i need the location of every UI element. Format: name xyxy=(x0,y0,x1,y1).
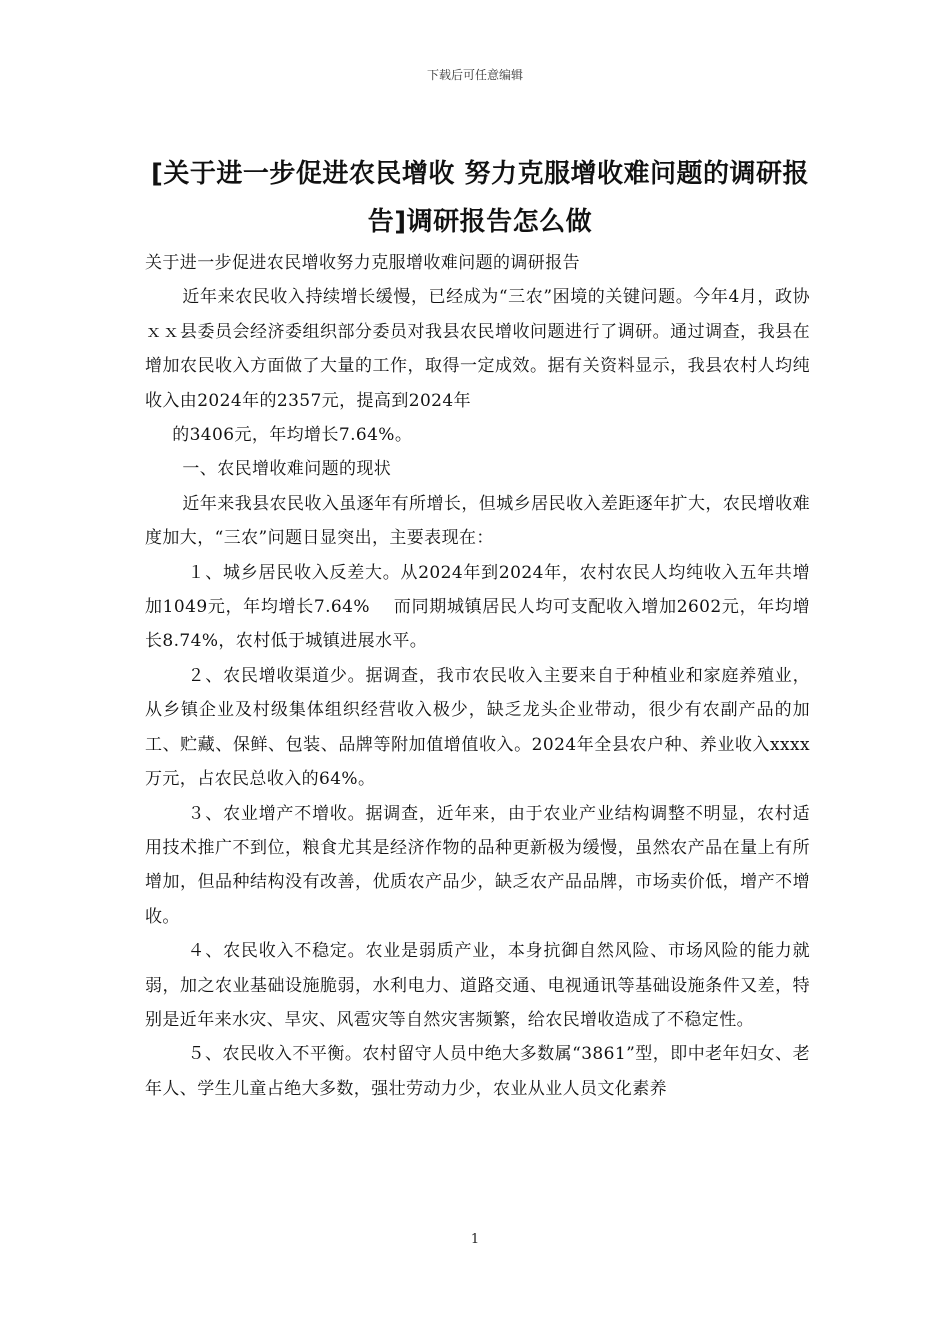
document-subtitle: 关于进一步促进农民增收努力克服增收难问题的调研报告 xyxy=(145,253,580,273)
list-item-5: ５、农民收入不平衡。农村留守人员中绝大多数属“3861”型，即中老年妇女、老年人、学生儿童占绝大多数，强壮劳动力少，农业从业人员文化素养 xyxy=(145,1044,810,1099)
paragraph-intro-continued: 的3406元，年均增长7.64%。 xyxy=(172,425,413,446)
section-heading-1: 一、农民增收难问题的现状 xyxy=(182,459,392,480)
document-body xyxy=(145,246,810,1106)
document-title: [关于进一步促进农民增收 努力克服增收难问题的调研报告]调研报告怎么做 xyxy=(151,159,809,237)
list-item-3: ３、农业增产不增收。据调查，近年来，由于农业产业结构调整不明显，农村适用技术推广不到位，粮食尤其是经济作物的品种更新极为缓慢，虽然农产品在量上有所增加，但品种结构没有改善，优质农产品少，缺乏农产品品牌，市场卖价低，增产不增收。 xyxy=(145,803,810,927)
list-item-1: １、城乡居民收入反差大。从2024年到2024年，农村农民人均纯收入五年共增加1049元，年均增长7.64% 而同期城镇居民人均可支配收入增加2602元，年均增长8.74%，农村低于城镇进展水平。 xyxy=(145,562,810,652)
paragraph-intro: 近年来农民收入持续增长缓慢，已经成为“三农”困境的关键问题。今年4月，政协ｘｘ县委员会经济委组织部分委员对我县农民增收问题进行了调研。通过调查，我县在增加农民收入方面做了大量的工作，取得一定成效。据有关资料显示，我县农村人均纯收入由2024年的2357元，提高到2024年 xyxy=(145,287,810,411)
page-number: 1 xyxy=(470,1232,480,1247)
header-note: 下载后可任意编辑 xyxy=(426,68,523,82)
list-item-2: ２、农民增收渠道少。据调查，我市农民收入主要来自于种植业和家庭养殖业，从乡镇企业及村级集体组织经营收入极少，缺乏龙头企业带动，很少有农副产品的加工、贮藏、保鲜、包装、品牌等附加值增值收入。2024年全县农户种、养业收入xxxx万元，占农民总收入的64%。 xyxy=(145,665,810,790)
list-item-4: ４、农民收入不稳定。农业是弱质产业，本身抗御自然风险、市场风险的能力就弱，加之农业基础设施脆弱，水利电力、道路交通、电视通讯等基础设施条件又差，特别是近年来水灾、旱灾、风雹灾等自然灾害频繁，给农民增收造成了不稳定性。 xyxy=(145,941,810,1030)
paragraph-overview: 近年来我县农民收入虽逐年有所增长，但城乡居民收入差距逐年扩大，农民增收难度加大，“三农”问题日显突出，主要表现在： xyxy=(145,493,810,549)
